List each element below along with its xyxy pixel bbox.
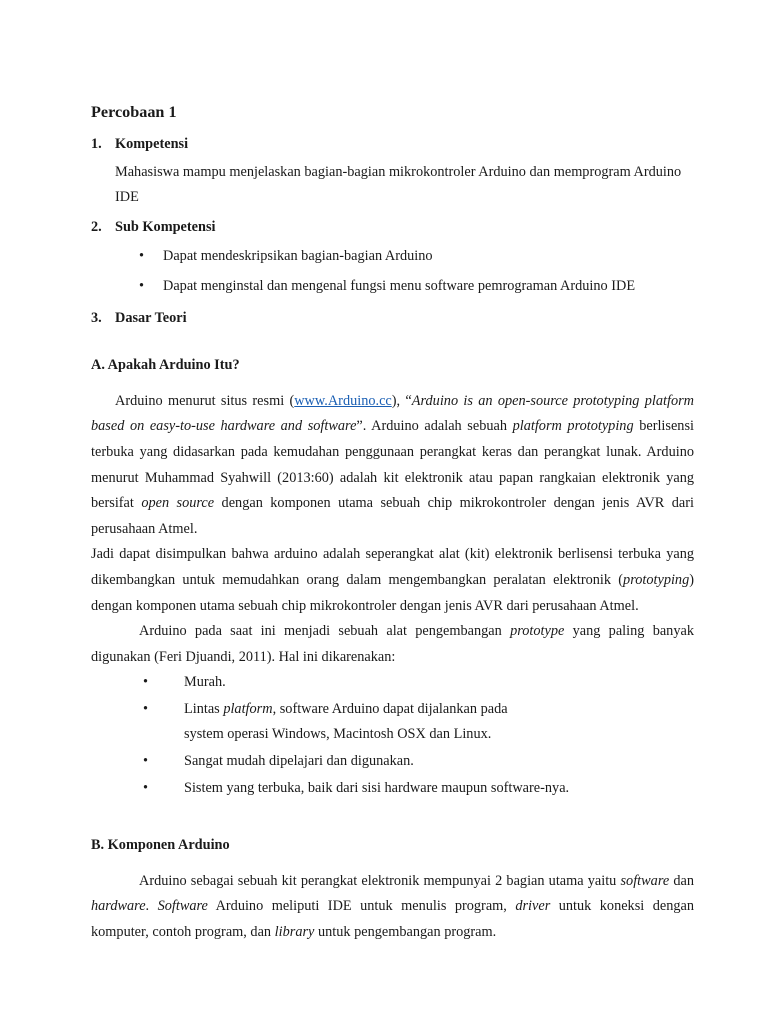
- bullet-icon: •: [143, 753, 149, 770]
- list-item: [143, 670, 694, 696]
- text: ) dengan komponen utama sebuah chip mikrokontroler dengan jenis AVR dari perusahaan Atmel.: [91, 571, 694, 614]
- text: untuk pengembangan program.: [314, 924, 497, 941]
- list-item: [143, 776, 694, 802]
- section-heading-dasar-teori: [91, 306, 694, 332]
- text: yang paling banyak digunakan (Feri Djuandi, 2011). Hal ini dikarenakan:: [91, 623, 694, 665]
- paragraph-usage: [91, 619, 694, 670]
- list-item: [139, 274, 694, 300]
- text: ), “: [391, 392, 412, 409]
- quote-text: Arduino is an open-source prototyping platform based on easy-to-use hardware and software: [91, 392, 694, 435]
- list-item: [139, 244, 694, 270]
- text: Arduino meliputi IDE untuk menulis program,: [207, 898, 516, 915]
- bullet-icon: •: [139, 277, 145, 294]
- section-label: Kompetensi: [115, 136, 189, 152]
- emphasis: software: [620, 872, 670, 889]
- emphasis: open source: [141, 495, 215, 512]
- emphasis: prototyping: [623, 571, 690, 588]
- subheading-komponen-arduino: B. Komponen Arduino: [91, 837, 230, 854]
- text: dengan komponen utama sebuah chip mikrokontroler dengan jenis AVR dari perusahaan Atmel.: [91, 495, 694, 537]
- section-label: Dasar Teori: [115, 309, 187, 326]
- emphasis: platform prototyping: [512, 418, 634, 435]
- text: Arduino sebagai sebuah kit perangkat elektronik mempunyai 2 bagian utama yaitu: [139, 872, 621, 889]
- list-item: [143, 749, 694, 775]
- paragraph-components: [91, 869, 694, 946]
- section-number: 1.: [91, 136, 102, 152]
- list-item-text: Sistem yang terbuka, baik dari sisi hardware maupun software-nya.: [184, 779, 570, 796]
- section-heading-sub-kompetensi: [91, 215, 694, 241]
- text: dan: [669, 872, 695, 889]
- subheading-apakah-arduino: A. Apakah Arduino Itu?: [91, 357, 240, 374]
- bullet-icon: •: [143, 779, 149, 796]
- arduino-link[interactable]: www.Arduino.cc: [294, 392, 392, 409]
- bullet-icon: •: [139, 248, 145, 265]
- section-number: 2.: [91, 218, 102, 235]
- text: ”. Arduino adalah sebuah: [356, 418, 513, 435]
- paragraph-conclusion: [91, 542, 694, 619]
- text: Jadi dapat disimpulkan bahwa arduino adalah seperangkat alat (kit) elektronik berlisensi terbuka yang dikembangkan untuk memudahkan orang dalam mengembangkan peralatan elektronik (: [91, 546, 694, 588]
- text: Lintas: [184, 700, 224, 717]
- kompetensi-text: Mahasiswa mampu menjelaskan bagian-bagian mikrokontroler Arduino dan memprogram Arduino IDE: [115, 163, 682, 206]
- emphasis: library: [274, 924, 315, 941]
- section-heading-kompetensi: [91, 132, 694, 158]
- emphasis: driver: [515, 898, 551, 915]
- section-label: Sub Kompetensi: [115, 218, 216, 235]
- list-item: [143, 697, 694, 748]
- text: berlisensi terbuka yang didasarkan pada kemudahan penggunaan perangkat keras dan perangkat lunak. Arduino menurut Muhammad Syahwill (2013:60) adalah kit elektronik atau papan rangkaian elektronik yang bersifat: [91, 418, 694, 512]
- list-item-text: Dapat mendeskripsikan bagian-bagian Arduino: [163, 248, 433, 265]
- emphasis: platform: [223, 700, 273, 717]
- text: untuk koneksi dengan komputer, contoh program, dan: [91, 898, 694, 941]
- emphasis: Software: [157, 898, 208, 915]
- section-number: 3.: [91, 309, 102, 326]
- text: .: [145, 898, 158, 915]
- page-title: Percobaan 1: [91, 103, 177, 121]
- paragraph-definition: [91, 389, 694, 543]
- emphasis: hardware: [91, 898, 146, 915]
- list-item-text: Dapat menginstal dan mengenal fungsi menu software pemrograman Arduino IDE: [163, 277, 636, 294]
- emphasis: prototype: [510, 623, 565, 640]
- text: Arduino menurut situs resmi (: [115, 392, 295, 409]
- text: Arduino pada saat ini menjadi sebuah alat pengembangan: [139, 623, 511, 640]
- list-item-text: Murah.: [184, 674, 226, 691]
- text: , software Arduino dapat dijalankan pada system operasi Windows, Macintosh OSX dan Linux.: [184, 700, 508, 743]
- list-item-text: [184, 697, 694, 748]
- bullet-icon: •: [143, 700, 149, 717]
- list-item-text: Sangat mudah dipelajari dan digunakan.: [184, 753, 414, 770]
- bullet-icon: •: [143, 674, 149, 691]
